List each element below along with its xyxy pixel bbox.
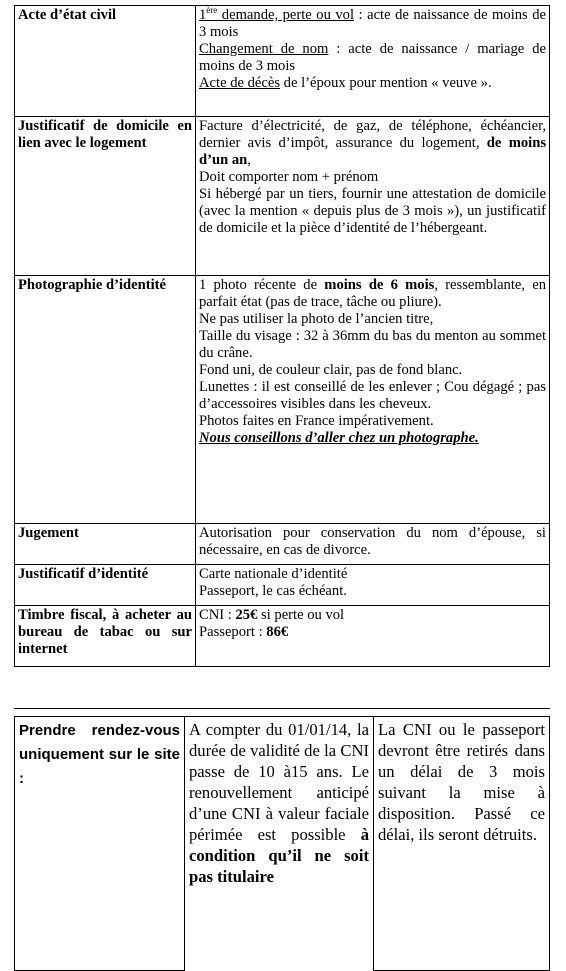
row-label: Acte d’état civil	[15, 6, 196, 117]
withdrawal-text: La CNI ou le passeport devront être retirés dans un délai de 3 mois suivant la mise à disposition. Passé ce délai, ils seront détruits.	[374, 717, 550, 971]
row-content: Facture d’électricité, de gaz, de téléphone, échéancier, dernier avis d’impôt, assurance du logement, de moins d’un an, Doit comporter nom + prénom Si hébergé par un tiers, fournir une attestation de domicile (avec la mention « depuis plus de 3 mois »), un justificatif de domicile et la pièce d’identité de l’hébergeant.	[196, 117, 550, 276]
table-row	[15, 276, 550, 524]
row-content	[196, 6, 550, 117]
content-line: Acte de décès de l’époux pour mention « veuve ».	[199, 75, 492, 91]
row-content: Carte nationale d’identité Passeport, le cas échéant.	[196, 565, 550, 606]
content-line: Changement de nom : acte de naissance / mariage de moins de 3 mois	[199, 41, 546, 74]
row-label: Photographie d’identité	[15, 276, 196, 524]
table-row	[15, 524, 550, 565]
table-row	[15, 717, 550, 971]
row-label: Timbre fiscal, à acheter au bureau de tabac ou sur internet	[15, 606, 196, 667]
validity-text: A compter du 01/01/14, la durée de validité de la CNI passe de 10 à15 ans. Le renouvellement anticipé d’une CNI à valeur faciale périmée est possible à condition qu’il ne soit pas titulaire	[185, 717, 374, 971]
table-row	[15, 606, 550, 667]
content-line: 1ère demande, perte ou vol : acte de naissance de moins de 3 mois	[199, 5, 546, 40]
table-row	[15, 6, 550, 117]
row-label: Justificatif d’identité	[15, 565, 196, 606]
underlined-text: 1ère demande, perte ou vol	[199, 5, 355, 23]
appointment-label: Prendre rendez-vous uniquement sur le site :	[15, 717, 185, 971]
row-label: Jugement	[15, 524, 196, 565]
section-divider	[14, 708, 550, 709]
info-table	[14, 716, 550, 971]
row-label: Justificatif de domicile en lien avec le logement	[15, 117, 196, 276]
table-row	[15, 565, 550, 606]
row-content: Autorisation pour conservation du nom d’épouse, si nécessaire, en cas de divorce.	[196, 524, 550, 565]
table-row	[15, 117, 550, 276]
documents-table	[14, 5, 550, 667]
row-content: CNI : 25€ si perte ou vol Passeport : 86€	[196, 606, 550, 667]
row-content: 1 photo récente de moins de 6 mois, ressemblante, en parfait état (pas de trace, tâche ou pliure). Ne pas utiliser la photo de l’ancien titre, Taille du visage : 32 à 36mm du bas du menton au sommet du crâne. Fond uni, de couleur clair, pas de fond blanc. Lunettes : il est conseillé de les enlever ; Cou dégagé ; pas d’accessoires visibles dans les cheveux. Photos faites en France impérativement. Nous conseillons d’aller chez un photographe.	[196, 276, 550, 524]
